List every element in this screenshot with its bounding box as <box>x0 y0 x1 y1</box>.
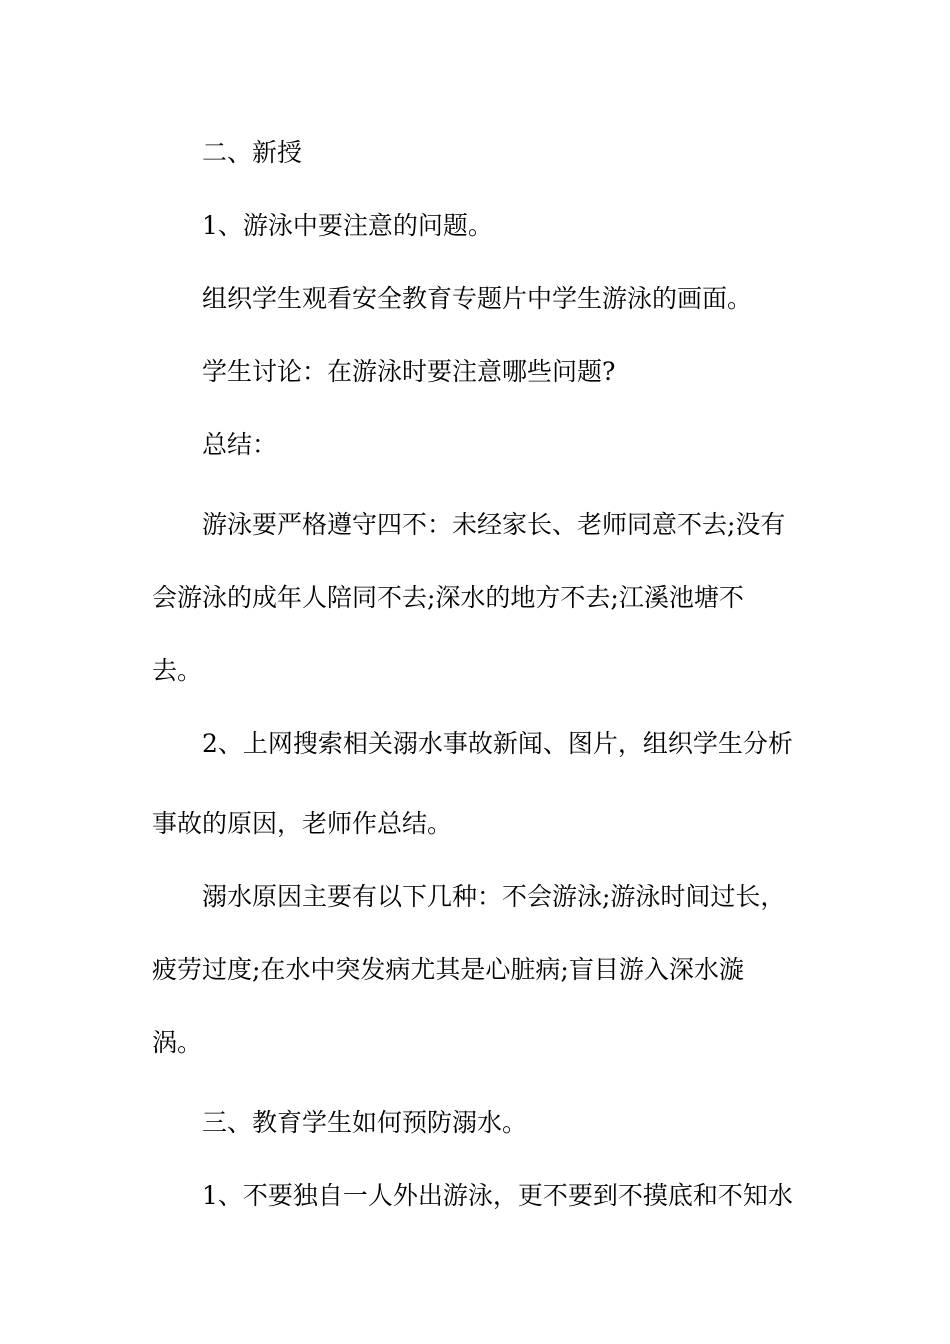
paragraph-line: 疲劳过度;在水中突发病尤其是心脏病;盲目游入深水漩 <box>152 955 744 984</box>
paragraph-line: 事故的原因，老师作总结。 <box>152 809 453 838</box>
subheading-drowning-news: 2、上网搜索相关溺水事故新闻、图片，组织学生分析 <box>202 729 793 758</box>
paragraph-line: 去。 <box>152 656 203 685</box>
section-heading-new-lesson: 二、新授 <box>202 138 303 167</box>
section-heading-prevention: 三、教育学生如何预防溺水。 <box>202 1108 528 1137</box>
paragraph-line: 总结： <box>202 430 278 459</box>
subheading-swimming-issues: 1、游泳中要注意的问题。 <box>202 211 493 240</box>
paragraph-line: 组织学生观看安全教育专题片中学生游泳的画面。 <box>202 284 753 313</box>
paragraph-line: 游泳要严格遵守四不：未经家长、老师同意不去;没有 <box>202 510 786 539</box>
paragraph-line: 溺水原因主要有以下几种：不会游泳;游泳时间过长， <box>202 882 786 911</box>
paragraph-line: 涡。 <box>152 1028 203 1057</box>
paragraph-line: 学生讨论：在游泳时要注意哪些问题? <box>202 357 616 386</box>
paragraph-line: 1、不要独自一人外出游泳，更不要到不摸底和不知水 <box>202 1181 793 1210</box>
paragraph-line: 会游泳的成年人陪同不去;深水的地方不去;江溪池塘不 <box>152 583 744 612</box>
